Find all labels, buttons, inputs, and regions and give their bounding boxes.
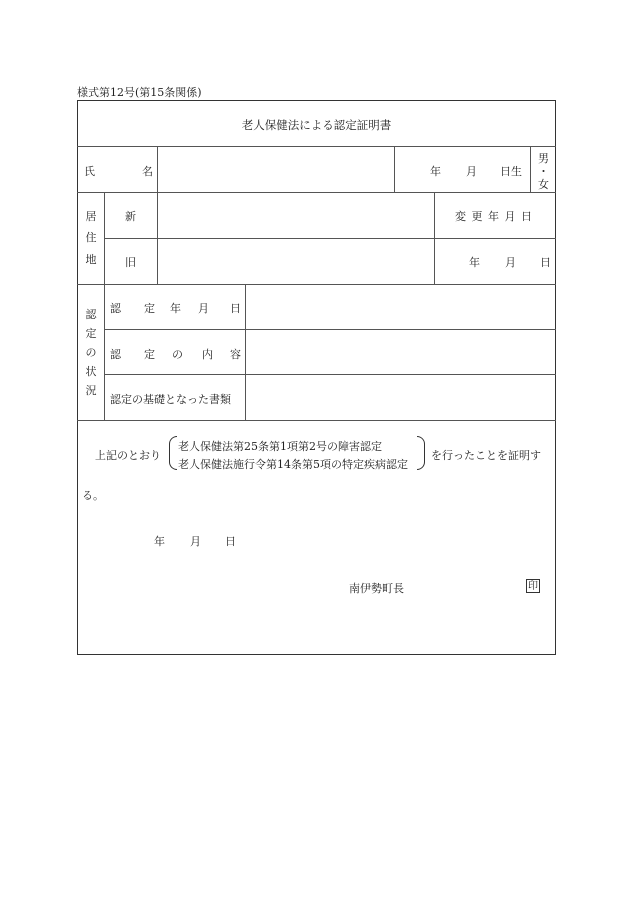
- divider-residence-mid: [104, 238, 556, 239]
- cert-label-4: 状: [85, 365, 97, 378]
- form-title: 老人保健法による認定証明書: [241, 118, 392, 132]
- statement-prefix: 上記のとおり: [95, 449, 161, 462]
- sex-male: 男: [538, 152, 549, 165]
- statement-option-2: 老人保健法施行令第14条第5項の特定疾病認定: [178, 458, 408, 471]
- statement-suffix: を行ったことを証明す: [431, 449, 541, 462]
- residence-label-3: 地: [85, 253, 97, 266]
- cert-label-1: 認: [85, 308, 97, 321]
- divider-cert-label: [104, 284, 105, 420]
- left-paren: [169, 436, 177, 470]
- sex-female: 女: [538, 178, 549, 191]
- divider-birth: [394, 146, 395, 192]
- issue-month-label: 月: [190, 535, 201, 548]
- name-value[interactable]: [160, 150, 390, 188]
- residence-old-label: 旧: [125, 256, 136, 269]
- issuer-name: 南伊勢町長: [349, 582, 404, 595]
- residence-old-value[interactable]: [160, 242, 430, 280]
- cert-date-value[interactable]: [248, 288, 552, 326]
- divider-cert-2: [104, 374, 556, 375]
- residence-label-1: 居: [85, 210, 97, 223]
- cert-label-5: 況: [85, 384, 97, 397]
- change-date-label: 変 更 年 月 日: [455, 210, 533, 223]
- divider-cert-bottom: [77, 420, 556, 421]
- issue-day-label: 日: [225, 535, 236, 548]
- statement-option-1: 老人保健法第25条第1項第2号の障害認定: [178, 440, 382, 453]
- residence-new-value[interactable]: [160, 196, 430, 234]
- cert-basis-value[interactable]: [248, 378, 552, 416]
- cert-label-2: 定: [85, 327, 97, 340]
- name-label-2: 名: [142, 165, 153, 178]
- cert-basis-label: 認定の基礎となった書類: [110, 393, 231, 406]
- form-number: 様式第12号(第15条関係): [77, 86, 202, 99]
- divider-title: [77, 146, 556, 147]
- divider-residence-sub: [157, 192, 158, 284]
- divider-cert-1: [104, 329, 556, 330]
- residence-label-2: 住: [85, 231, 97, 244]
- old-day-label: 日: [540, 256, 551, 269]
- issue-year-label: 年: [154, 535, 165, 548]
- sex-separator: ・: [538, 165, 549, 178]
- birth-day-label: 日生: [500, 165, 522, 178]
- seal-mark: 印: [528, 581, 538, 592]
- old-month-label: 月: [505, 256, 516, 269]
- residence-new-label: 新: [125, 210, 136, 223]
- divider-residence-bottom: [77, 284, 556, 285]
- divider-cert-sub: [245, 284, 246, 420]
- cert-label-3: の: [85, 346, 97, 359]
- divider-residence-date: [434, 192, 435, 284]
- cert-content-value[interactable]: [248, 333, 552, 371]
- birth-year-label: 年: [430, 165, 441, 178]
- divider-name-label: [157, 146, 158, 192]
- divider-name-row: [77, 192, 556, 193]
- divider-residence-label: [104, 192, 105, 284]
- right-paren: [417, 436, 425, 470]
- divider-sex: [530, 146, 531, 192]
- statement-wrap: る。: [82, 489, 104, 502]
- old-year-label: 年: [469, 256, 480, 269]
- birth-month-label: 月: [466, 165, 477, 178]
- name-label-1: 氏: [84, 165, 95, 178]
